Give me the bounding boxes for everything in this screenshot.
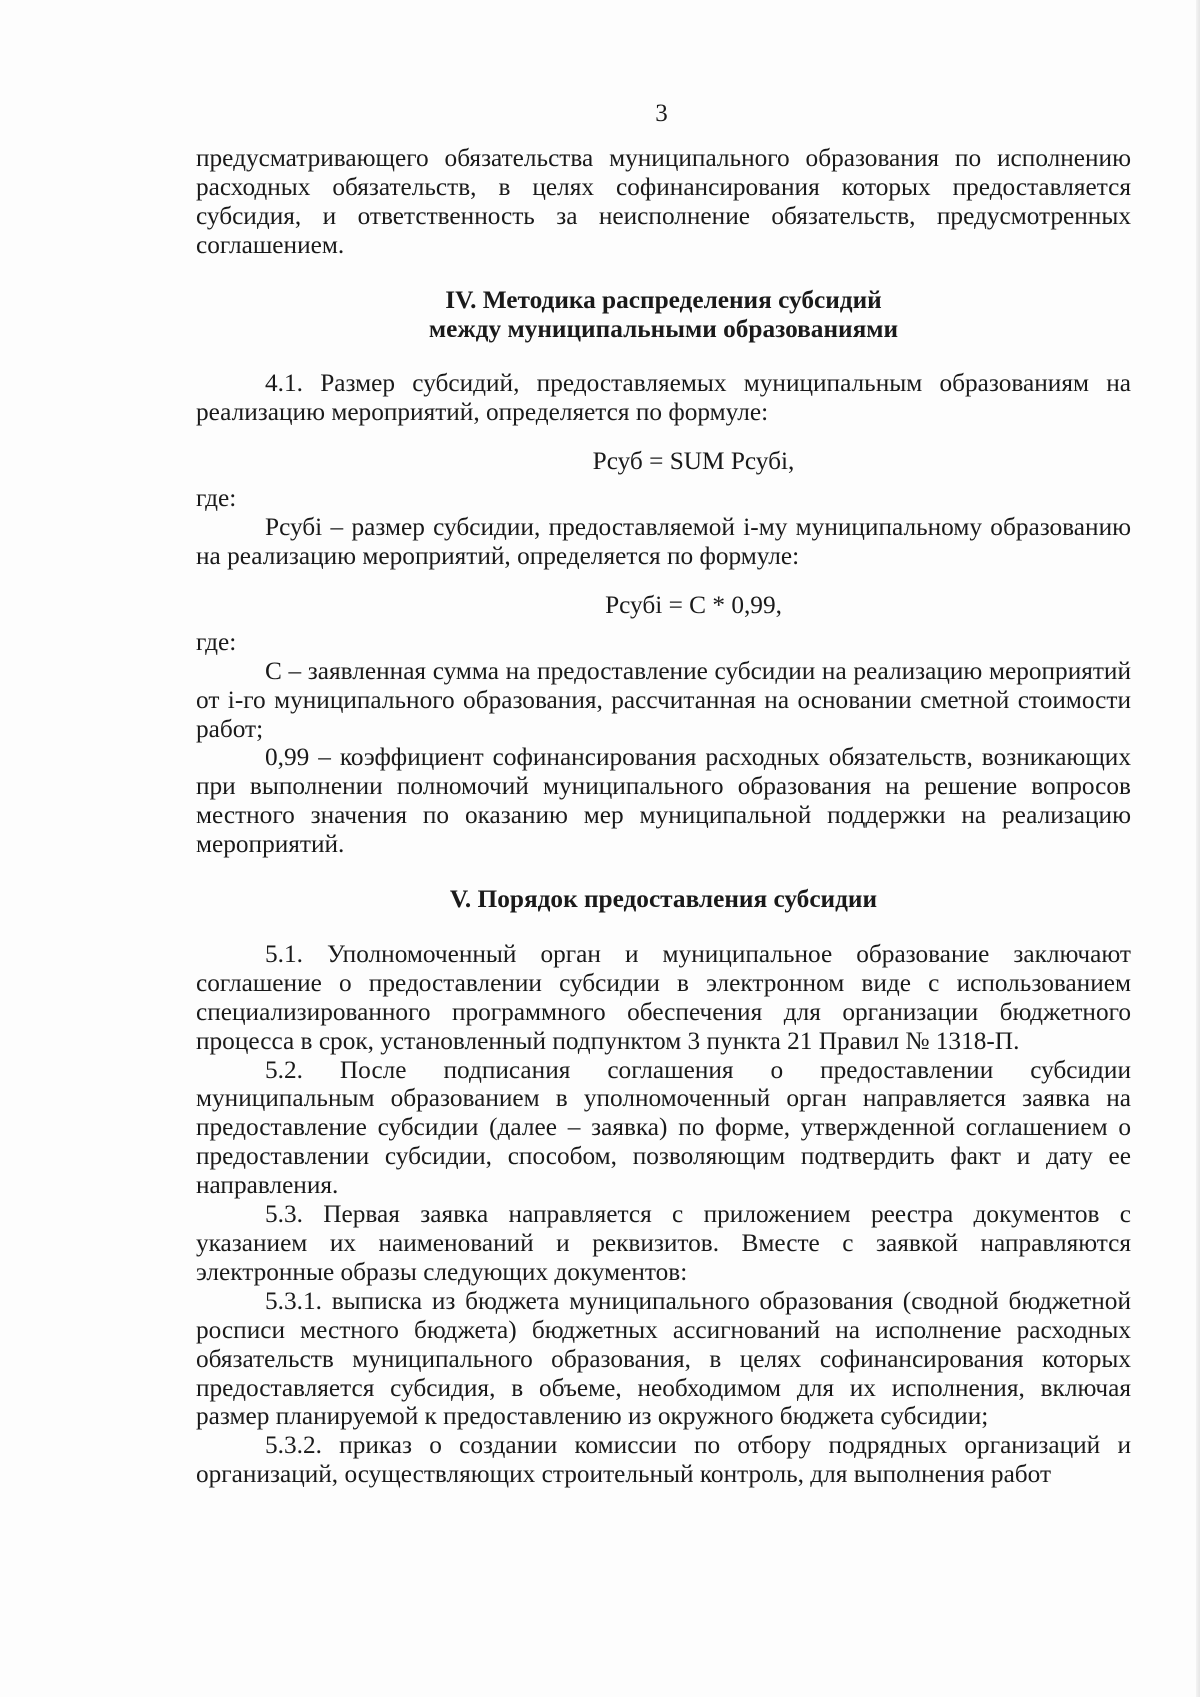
formula-subsidy-i: Рсубi = С * 0,99, [605, 590, 782, 619]
formula-total-subsidy: Рсуб = SUM Рсубi, [592, 447, 795, 476]
paragraph-5-3-1: 5.3.1. выписка из бюджета муниципального образования (сводной бюджетной росписи местного бюджета) бюджетных ассигнований на исполнение расходных обязательств муниципального образования, в целях софинансирования которых предоставляется субсидия, в объеме, необходимом для их исполнения, включая размер планируемой к предоставлению из окружного бюджета субсидии; [196, 1286, 1131, 1431]
where-label-1: где: [196, 484, 237, 513]
page-number: 3 [655, 100, 668, 127]
paragraph-coefficient-definition: 0,99 – коэффициент софинансирования расходных обязательств, возникающих при выполнении полномочий муниципального образования на решение вопросов местного значения по оказанию мер муниципальной поддержки на реализацию мероприятий. [196, 743, 1131, 859]
paragraph-5-1: 5.1. Уполномоченный орган и муниципальное образование заключают соглашение о предоставлении субсидии в электронном виде с использованием специализированного программного обеспечения для организации бюджетного процесса в срок, установленный подпунктом 3 пункта 21 Правил № 1318-П. [196, 939, 1131, 1055]
paragraph-5-3-2: 5.3.2. приказ о создании комиссии по отбору подрядных организаций и организаций, осуществляющих строительный контроль, для выполнения работ [196, 1431, 1131, 1489]
intro-paragraph: предусматривающего обязательства муниципального образования по исполнению расходных обязательств, в целях софинансирования которых предоставляется субсидия, и ответственность за неисполнение обязательств, предусмотренных соглашением. [196, 144, 1131, 259]
section-5-heading: V. Порядок предоставления субсидии [449, 885, 878, 914]
section-4-heading-line-2: между муниципальными образованиями [428, 314, 899, 343]
paragraph-rsubi-definition: Рсубi – размер субсидии, предоставляемой i-му муниципальному образованию на реализацию мероприятий, определяется по формуле: [196, 513, 1131, 570]
section-4-heading-line-1: IV. Методика распределения субсидий [445, 285, 882, 314]
paragraph-c-definition: С – заявленная сумма на предоставление субсидии на реализацию мероприятий от i-го муниципального образования, рассчитанная на основании сметной стоимости работ; [196, 656, 1131, 743]
paragraph-5-3: 5.3. Первая заявка направляется с приложением реестра документов с указанием их наименований и реквизитов. Вместе с заявкой направляются электронные образы следующих документов: [196, 1200, 1131, 1286]
paragraph-4-1: 4.1. Размер субсидий, предоставляемых муниципальным образованиям на реализацию мероприятий, определяется по формуле: [196, 369, 1131, 427]
where-label-2: где: [196, 627, 237, 656]
paragraph-5-2: 5.2. После подписания соглашения о предоставлении субсидии муниципальным образованием в уполномоченный орган направляется заявка на предоставление субсидии (далее – заявка) по форме, утвержденной соглашением о предоставлении субсидии, способом, позволяющим подтвердить факт и дату ее направления. [196, 1055, 1131, 1200]
document-body [196, 144, 1131, 1489]
page-edge-shadow [1196, 0, 1200, 1697]
